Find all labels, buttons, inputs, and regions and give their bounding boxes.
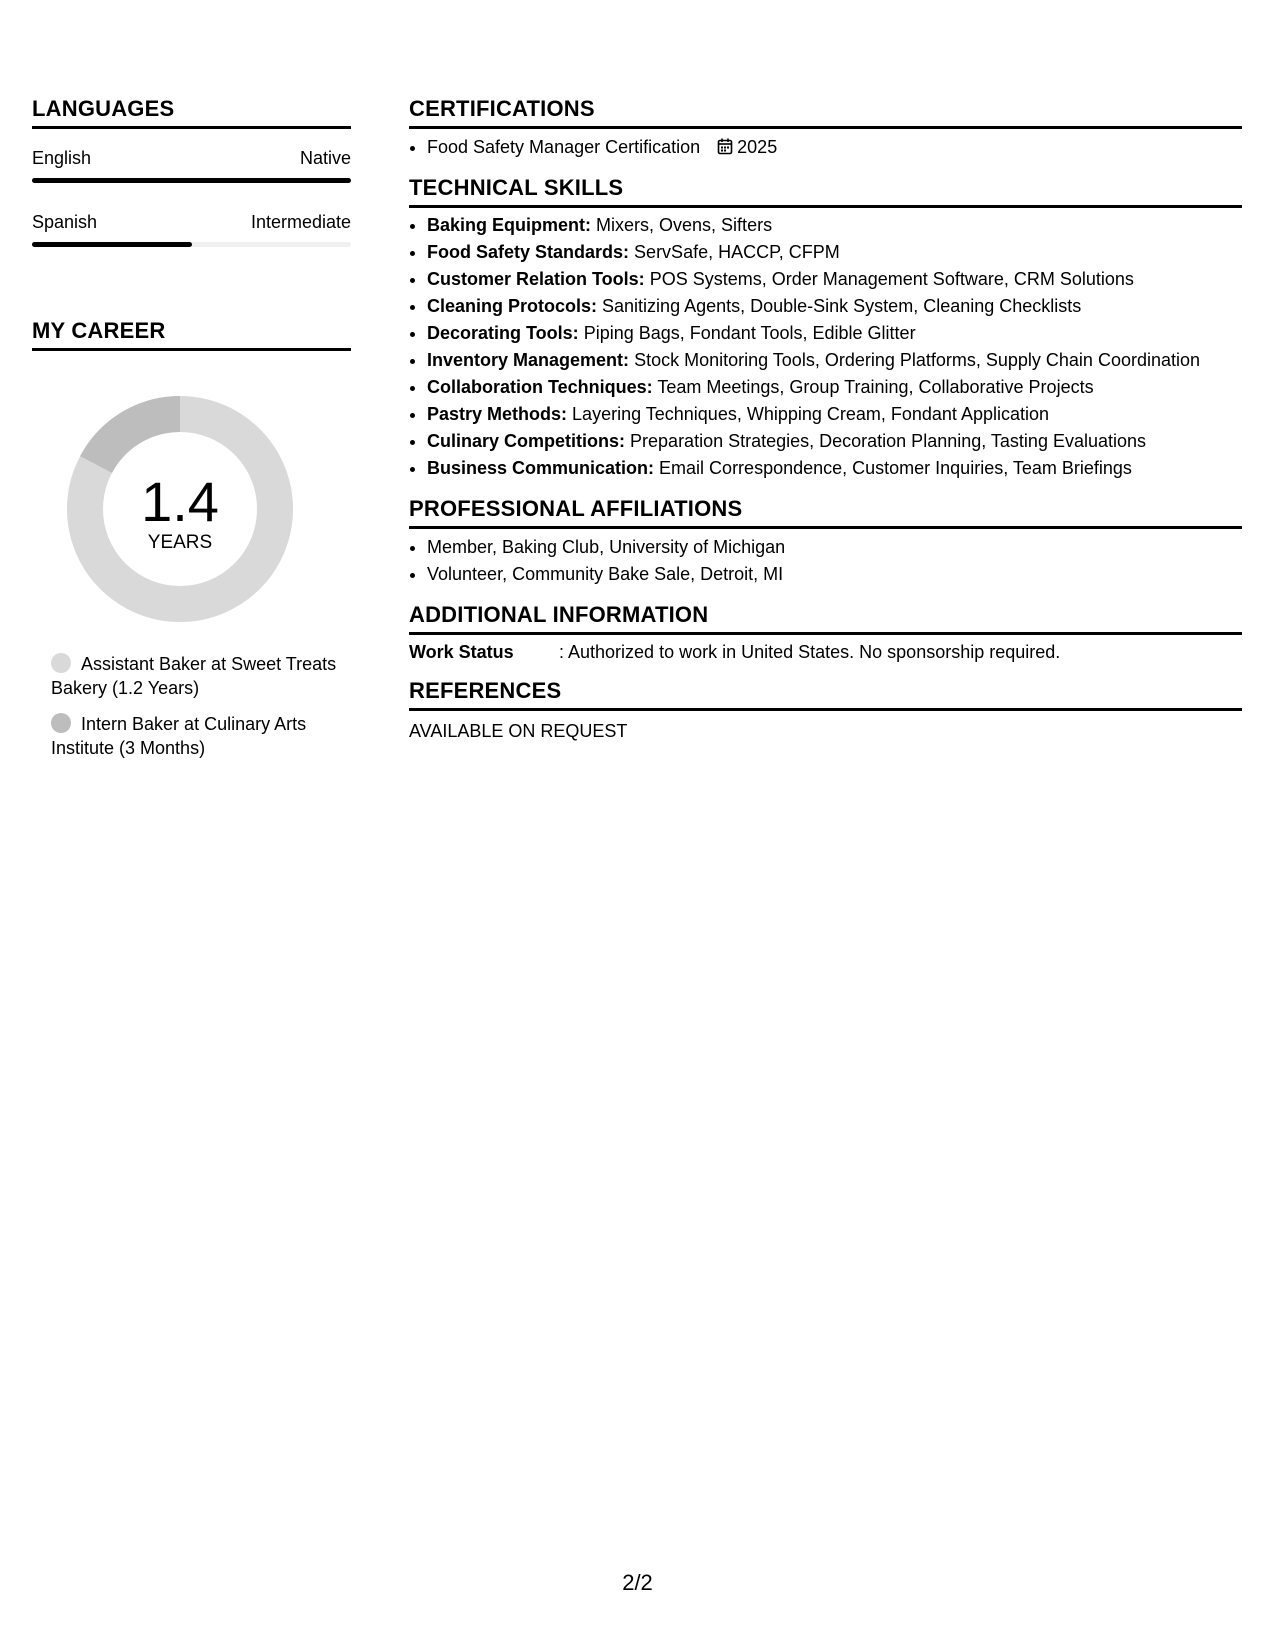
skill-item — [427, 239, 1242, 266]
skill-item — [427, 374, 1242, 401]
skill-value: Preparation Strategies, Decoration Planning, Tasting Evaluations — [630, 431, 1147, 451]
skill-value: Layering Techniques, Whipping Cream, Fondant Application — [572, 404, 1050, 424]
skill-value: Stock Monitoring Tools, Ordering Platforms, Supply Chain Coordination — [634, 350, 1201, 370]
calendar-icon — [717, 136, 733, 163]
technical-skills-heading: TECHNICAL SKILLS — [409, 175, 1242, 208]
skill-value: Piping Bags, Fondant Tools, Edible Glitter — [583, 323, 916, 343]
language-level-bar — [32, 178, 351, 183]
affiliation-item: • Member, Baking Club, University of Michigan — [427, 534, 1242, 561]
affiliations-heading: PROFESSIONAL AFFILIATIONS — [409, 496, 1242, 529]
language-level-bar — [32, 242, 351, 247]
language-level-fill — [32, 242, 192, 247]
work-status-row — [409, 640, 1242, 664]
skill-item — [427, 293, 1242, 320]
affiliations-list — [409, 534, 1242, 588]
skill-item — [427, 455, 1242, 482]
career-total-unit: YEARS — [147, 532, 213, 553]
language-level: Native — [299, 148, 351, 168]
career-item-text: Intern Baker at Culinary Arts Institute (3 Months) — [51, 714, 307, 758]
skill-label: Cleaning Protocols: — [427, 296, 598, 316]
skill-item — [427, 320, 1242, 347]
career-heading: MY CAREER — [32, 318, 351, 351]
language-name: Spanish — [32, 212, 98, 232]
career-legend — [32, 652, 351, 760]
language-level-fill — [32, 178, 351, 183]
language-level: Intermediate — [250, 212, 351, 232]
legend-dot — [51, 713, 71, 733]
certification-year: 2025 — [737, 137, 778, 157]
language-item-spanish — [32, 211, 351, 247]
skill-item — [427, 212, 1242, 239]
right-column — [409, 96, 1242, 743]
skill-label: Customer Relation Tools: — [427, 269, 645, 289]
skill-label: Food Safety Standards: — [427, 242, 630, 262]
skill-value: ServSafe, HACCP, CFPM — [634, 242, 840, 262]
legend-dot — [51, 653, 71, 673]
skill-label: Collaboration Techniques: — [427, 377, 653, 397]
language-name: English — [32, 148, 92, 168]
affiliation-item: • Volunteer, Community Bake Sale, Detroit, MI — [427, 561, 1242, 588]
left-column — [32, 96, 351, 760]
skill-item — [427, 347, 1242, 374]
page-number: 2/2 — [622, 1570, 653, 1595]
skill-value: Mixers, Ovens, Sifters — [596, 215, 773, 235]
language-item-english — [32, 147, 351, 183]
career-item — [32, 652, 351, 700]
skill-label: Business Communication: — [427, 458, 655, 478]
skill-item — [427, 428, 1242, 455]
technical-skills-list — [409, 212, 1242, 482]
skill-label: Culinary Competitions: — [427, 431, 626, 451]
certifications-heading: CERTIFICATIONS — [409, 96, 1242, 129]
skill-label: Inventory Management: — [427, 350, 630, 370]
career-item-text: Assistant Baker at Sweet Treats Bakery (1.2 Years) — [51, 654, 337, 698]
certifications-list — [409, 134, 1242, 163]
work-status-value: : Authorized to work in United States. No sponsorship required. — [559, 642, 1061, 662]
career-donut-chart — [67, 396, 293, 622]
references-text: AVAILABLE ON REQUEST — [409, 721, 628, 741]
skill-label: Decorating Tools: — [427, 323, 579, 343]
skill-label: Pastry Methods: — [427, 404, 568, 424]
career-item — [32, 712, 351, 760]
skill-value: Team Meetings, Group Training, Collaborative Projects — [657, 377, 1094, 397]
certification-name: Food Safety Manager Certification — [427, 137, 701, 157]
skill-item — [427, 266, 1242, 293]
additional-info-heading: ADDITIONAL INFORMATION — [409, 602, 1242, 635]
certification-item — [427, 134, 1242, 163]
references-heading: REFERENCES — [409, 678, 1242, 711]
career-total-years: 1.4 — [141, 470, 219, 533]
skill-value: POS Systems, Order Management Software, CRM Solutions — [649, 269, 1134, 289]
skill-value: Email Correspondence, Customer Inquiries, Team Briefings — [659, 458, 1132, 478]
skill-value: Sanitizing Agents, Double-Sink System, Cleaning Checklists — [602, 296, 1082, 316]
work-status-label: Work Status — [409, 642, 514, 662]
skill-item — [427, 401, 1242, 428]
skill-label: Baking Equipment: — [427, 215, 592, 235]
languages-heading: LANGUAGES — [32, 96, 351, 129]
